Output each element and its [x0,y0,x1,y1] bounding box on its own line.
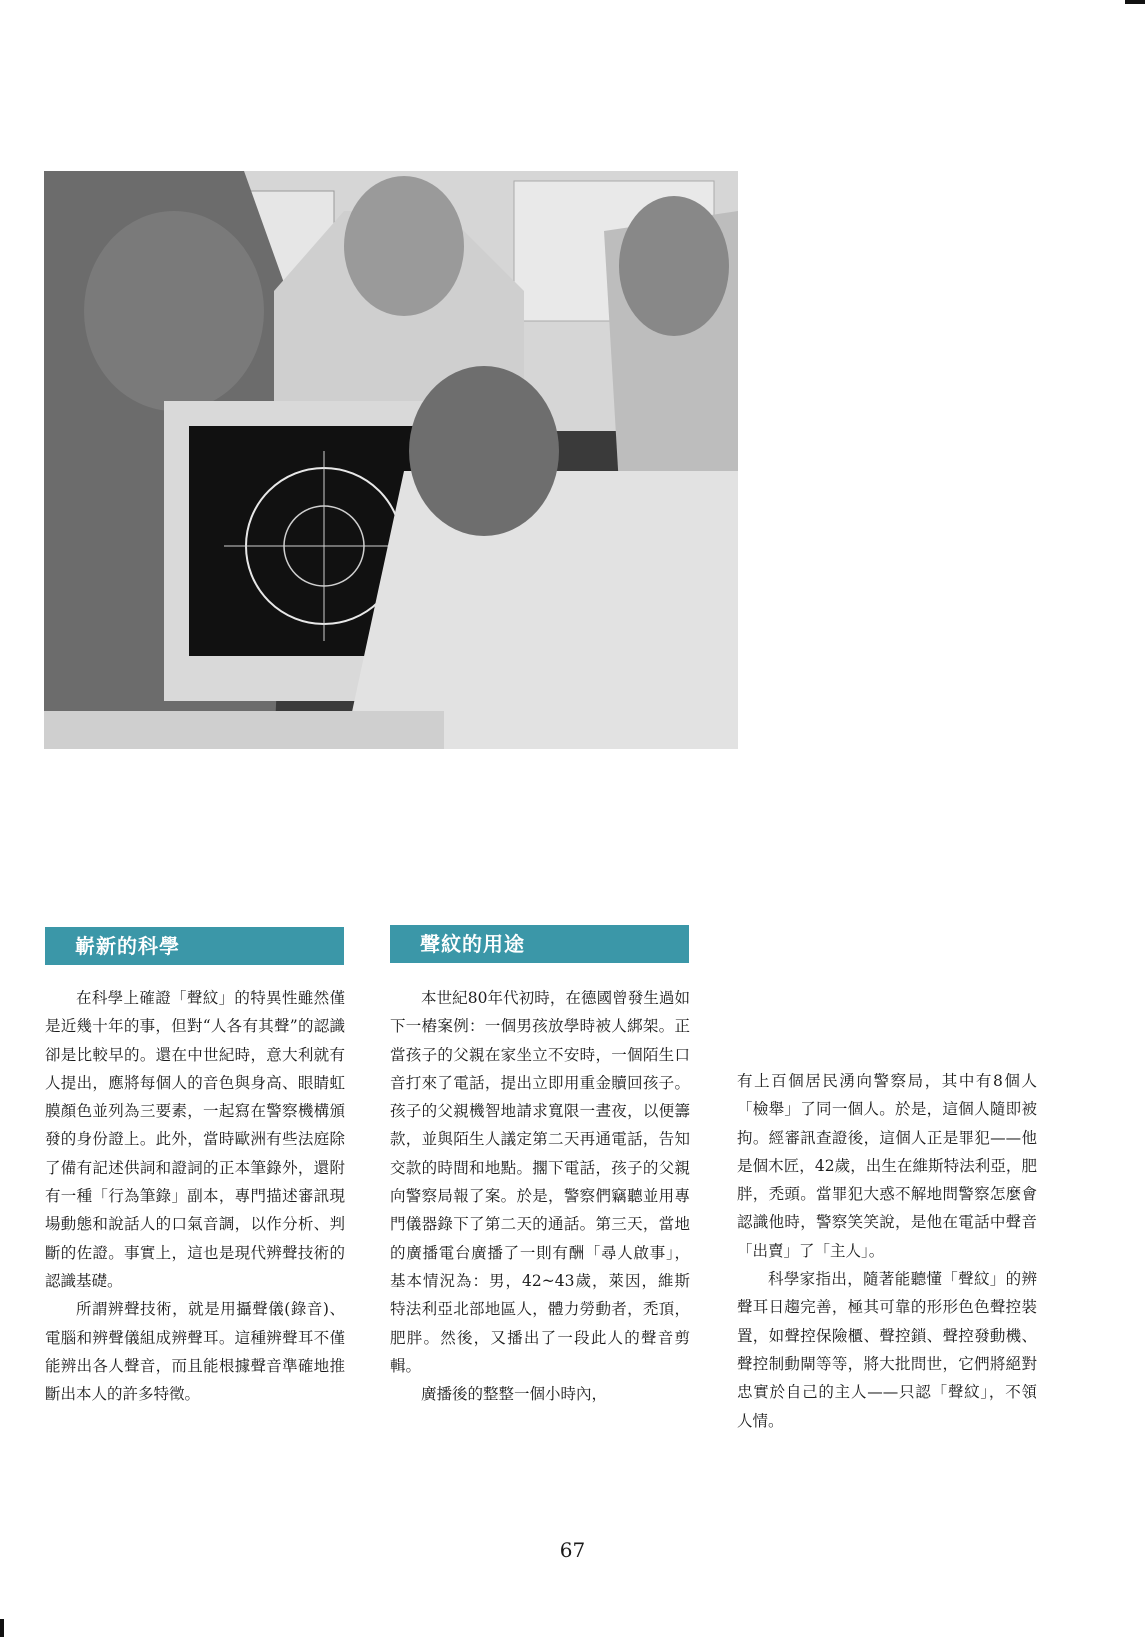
paragraph: 本世紀80年代初時，在德國曾發生過如下一樁案例：一個男孩放學時被人綁架。正當孩子的父親在家坐立不安時，一個陌生口音打來了電話，提出立即用重金贖回孩子。孩子的父親機智地請求寬限一晝夜，以便籌款，並與陌生人議定第二天再通電話，告知交款的時間和地點。擱下電話，孩子的父親向警察局報了案。於是，警察們竊聽並用專門儀器錄下了第二天的通話。第三天，當地的廣播電台廣播了一則有酬「尋人啟事」，基本情況為：男，42~43歲，萊因，維斯特法利亞北部地區人，體力勞動者，禿頂，肥胖。然後，又播出了一段此人的聲音剪輯。 [390,989,690,1375]
column-2 [390,984,690,1408]
paragraph: 科學家指出，隨著能聽懂「聲紋」的辨聲耳日趨完善，極其可靠的形形色色聲控裝置，如聲控保險櫃、聲控鎖、聲控發動機、聲控制動閘等等，將大批問世，它們將絕對忠實於自己的主人——只認「聲紋」，不領人情。 [737,1270,1037,1430]
paragraph: 所謂辨聲技術，就是用攝聲儀(錄音)、電腦和辨聲儀組成辨聲耳。這種辨聲耳不僅能辨出各人聲音，而且能根據聲音準確地推斷出本人的許多特徵。 [45,1300,345,1404]
section-heading-new-science: 嶄新的科學 [45,927,344,965]
photo-icon [44,171,738,749]
margin-mark [0,1619,4,1637]
photo-engineers-at-monitor [44,171,738,749]
paragraph: 在科學上確證「聲紋」的特異性雖然僅是近幾十年的事，但對“人各有其聲”的認識卻是比較早的。還在中世紀時，意大利就有人提出，應將每個人的音色與身高、眼睛虹膜顏色並列為三要素，一起寫在警察機構頒發的身份證上。此外，當時歐洲有些法庭除了備有記述供詞和證詞的正本筆錄外，還附有一種「行為筆錄」副本，專門描述審訊現場動態和說話人的口氣音調，以作分析、判斷的佐證。事實上，這也是現代辨聲技術的認識基礎。 [45,989,345,1290]
page-number: 67 [559,1538,586,1562]
paragraph: 有上百個居民湧向警察局，其中有8個人「檢舉」了同一個人。於是，這個人隨即被拘。經審訊查證後，這個人正是罪犯——他是個木匠，42歲，出生在維斯特法利亞，肥胖，禿頭。當罪犯大惑不解地問警察怎麼會認識他時，警察笑笑說，是他在電話中聲音「出賣」了「主人」。 [737,1072,1037,1260]
section-heading-voiceprint-uses: 聲紋的用途 [390,925,689,963]
column-3 [737,1067,1037,1435]
crop-mark [1125,0,1145,4]
paragraph: 廣播後的整整一個小時內， [421,1385,608,1404]
column-1 [45,984,345,1408]
